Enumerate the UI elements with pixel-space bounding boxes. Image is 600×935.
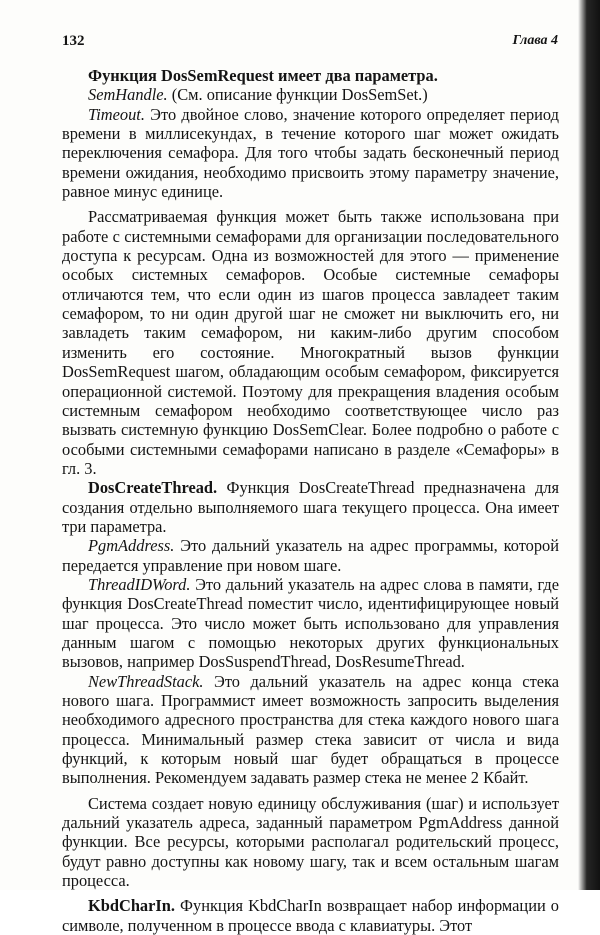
text-newthreadstack: Это дальний указатель на адрес конца стека нового шага. Программист имеет возможность запросить выделения необходимого адресного пространства для стека каждого нового шага процесса. Минимальный размер стека зависит от числа и вида функций, к которым новый шаг будет обращаться в процессе выполнения. Рекомендуем задавать размер стека не менее 2 Кбайт.	[62, 671, 559, 788]
page-number: 132	[62, 33, 85, 49]
text-kbdcharin: Функция KbdCharIn возвращает набор информации о символе, полученном в процессе ввода с клавиатуры. Этот	[62, 896, 559, 935]
text-threadidword: Это дальний указатель на адрес слова в памяти, где функция DosCreateThread поместит число, идентифицирующее новый шаг процесса. Это число может быть использовано для управления данным шагом с помощью некоторых других функциональных вызовов, например DosSuspendThread, DosResumeThread.	[62, 574, 559, 672]
page-body	[62, 66, 559, 935]
paragraph-threadidword	[62, 575, 559, 672]
chapter-title: Глава 4	[512, 33, 558, 48]
paragraph-system-semaphores	[62, 207, 559, 478]
paragraph-kbdcharin	[62, 896, 559, 935]
term-kbdcharin: KbdCharIn.	[88, 896, 175, 916]
paragraph-intro	[62, 66, 559, 85]
term-newthreadstack: NewThreadStack.	[88, 671, 204, 691]
paragraph-semhandle	[62, 85, 559, 104]
text-doscreatethread: Функция DosCreateThread предназначена для создания отдельно выполняемого шага текущего процесса. Она имеет три параметра.	[62, 478, 559, 536]
term-semhandle: SemHandle.	[88, 85, 168, 105]
text-new-unit: Система создает новую единицу обслуживания (шаг) и использует дальний указатель адреса, заданный параметром PgmAddress данной функции. Все ресурсы, которыми располагал родительский процесс, будут равно доступны как новому шагу, так и всем остальным шагам процесса.	[62, 793, 559, 891]
term-threadidword: ThreadIDWord.	[88, 574, 191, 594]
term-doscreatethread: DosCreateThread.	[88, 478, 218, 498]
paragraph-timeout	[62, 105, 559, 202]
page-edge-shadow	[578, 0, 600, 890]
intro-text: Функция DosSemRequest имеет два параметра.	[88, 66, 438, 85]
text-pgmaddress: Это дальний указатель на адрес программы, которой передается управление при новом шаге.	[62, 536, 559, 575]
paragraph-doscreatethread	[62, 478, 559, 536]
text-system-semaphores: Рассматриваемая функция может быть также использована при работе с системными семафорами для организации последовательного доступа к ресурсам. Одна из возможностей для этого — применение особых системных семафоров. Особые системные семафоры отличаются тем, что если один из шагов процесса завладеет таким семафором, то ни один другой шаг не сможет ни выключить его, ни завладеть таким семафором, ни каким-либо другим способом изменить его состояние. Многократный вызов функции DosSemRequest шагом, обладающим особым семафором, фиксируется операционной системой. Поэтому для прекращения владения особым системным семафором необходимо соответствующее число раз вызвать системную функцию DosSemClear. Более подробно о работе с особыми системными семафорами написано в разделе «Семафоры» в гл. 3.	[62, 207, 559, 478]
text-semhandle: (См. описание функции DosSemSet.)	[167, 85, 428, 105]
term-timeout: Timeout.	[88, 104, 145, 124]
page-header	[62, 33, 558, 53]
term-pgmaddress: PgmAddress.	[88, 536, 175, 556]
paragraph-pgmaddress	[62, 536, 559, 575]
text-timeout: Это двойное слово, значение которого определяет период времени в миллисекундах, в течение которого шаг может ожидать переключения семафора. Для того чтобы задать бесконечный период времени ожидания, необходимо присвоить этому параметру значение, равное минус единице.	[62, 104, 559, 202]
paragraph-new-unit	[62, 794, 559, 891]
paragraph-newthreadstack	[62, 672, 559, 788]
